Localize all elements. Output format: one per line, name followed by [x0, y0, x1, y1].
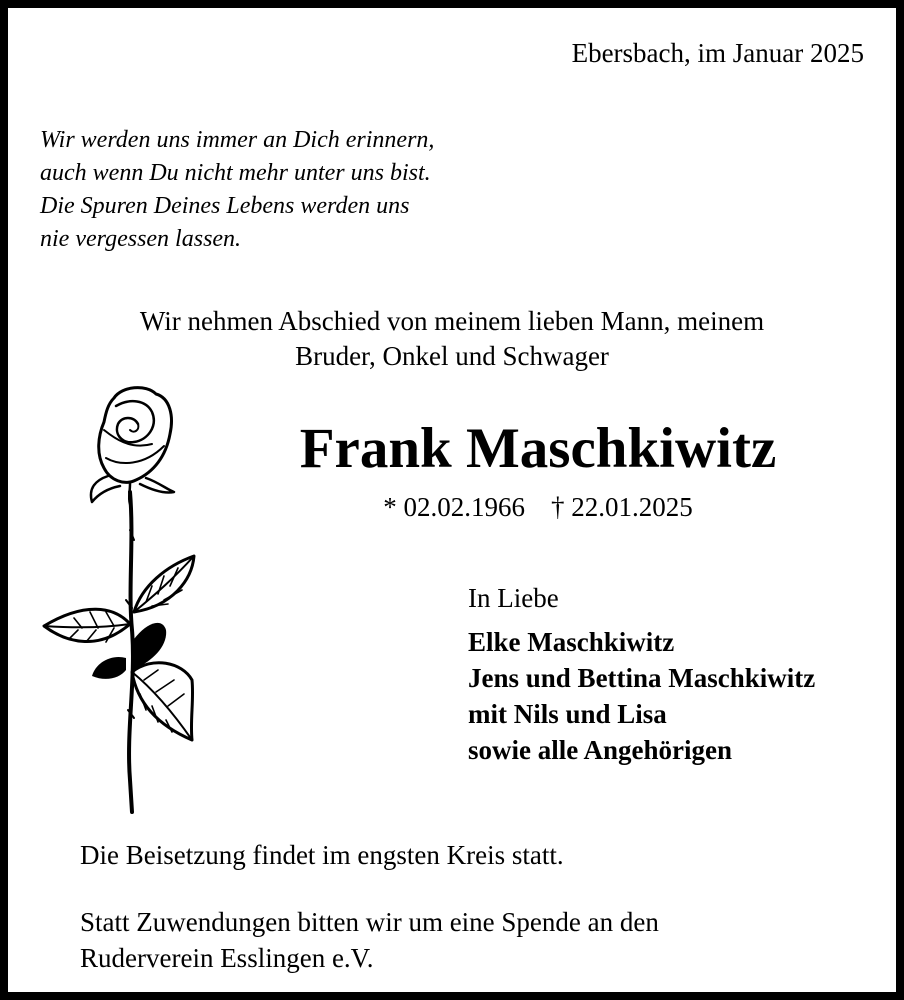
mourner-name: mit Nils und Lisa — [468, 699, 667, 729]
donation-line: Ruderverein Esslingen e.V. — [80, 943, 374, 973]
poem-line: auch wenn Du nicht mehr unter uns bist. — [40, 160, 431, 186]
mourner-name: sowie alle Angehörigen — [468, 735, 732, 765]
poem-line: Die Spuren Deines Lebens werden uns — [40, 193, 410, 219]
farewell-intro — [8, 304, 896, 374]
mourner-name: Elke Maschkiwitz — [468, 627, 675, 657]
deceased-name: Frank Maschkiwitz — [299, 417, 777, 480]
intro-line: Bruder, Onkel und Schwager — [295, 341, 609, 371]
place-date: Ebersbach, im Januar 2025 — [571, 38, 864, 68]
donation-note — [80, 904, 659, 976]
donation-line: Statt Zuwendungen bitten wir um eine Spende an den — [80, 907, 659, 937]
death-date: † 22.01.2025 — [551, 492, 693, 522]
mourner-name: Jens und Bettina Maschkiwitz — [468, 663, 816, 693]
mourners-block — [468, 580, 815, 768]
rose-icon — [34, 380, 204, 814]
life-dates — [328, 492, 748, 523]
poem-line: nie vergessen lassen. — [40, 226, 242, 252]
memorial-poem — [40, 124, 434, 256]
burial-note: Die Beisetzung findet im engsten Kreis statt. — [80, 840, 564, 870]
poem-line: Wir werden uns immer an Dich erinnern, — [40, 127, 435, 153]
in-love-label: In Liebe — [468, 583, 559, 613]
birth-date: * 02.02.1966 — [383, 492, 525, 522]
mourner-names — [468, 624, 815, 768]
intro-line: Wir nehmen Abschied von meinem lieben Mann, meinem — [139, 306, 765, 336]
